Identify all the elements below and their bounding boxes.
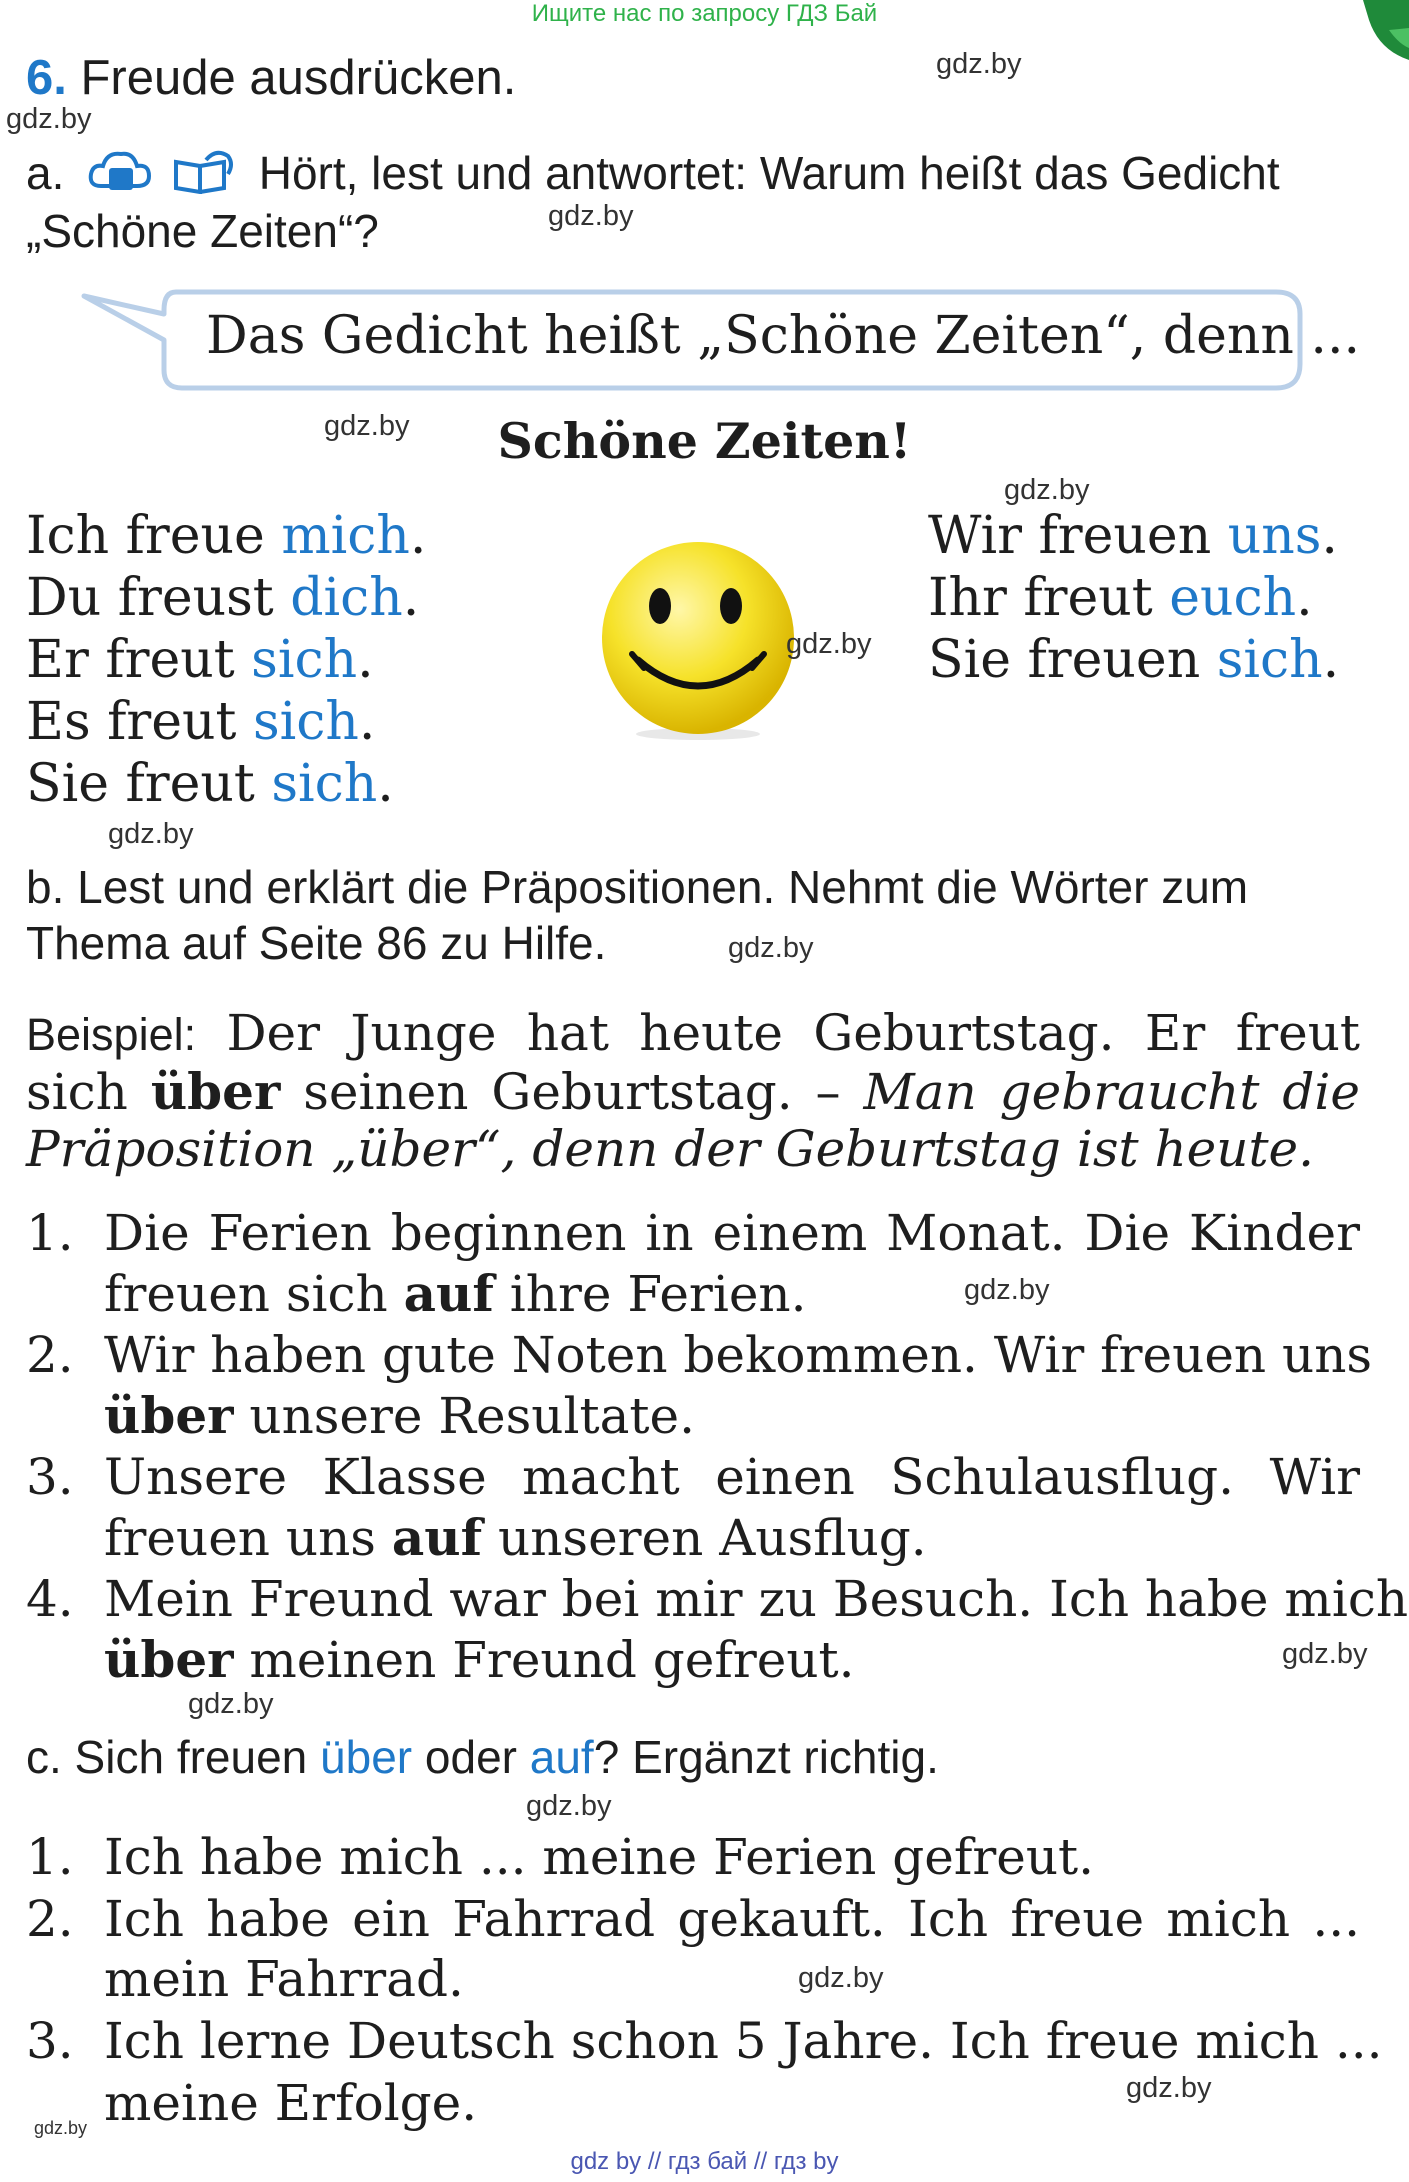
example-line3: Präposition „über“, denn der Geburtstag ist heute. <box>26 1120 1315 1178</box>
poem-line: Wir freuen uns. <box>928 506 1338 566</box>
watermark: gdz.by <box>108 818 194 850</box>
task-c-heading: c. Sich freuen über oder auf? Ergänzt richtig. <box>26 1731 939 1783</box>
top-search-text: Ищите нас по запросу ГДЗ Бай <box>531 0 878 27</box>
example-label: Beispiel: <box>26 1009 197 1060</box>
list-number: 1. <box>26 1204 74 1262</box>
poem-line: Sie freuen sich. <box>928 630 1340 690</box>
smiley-face-icon <box>598 542 798 742</box>
task-a-letter: a. <box>26 147 65 199</box>
watermark: gdz.by <box>526 1790 612 1822</box>
poem-line: Er freut sich. <box>26 630 374 690</box>
reflexive-pronoun: euch <box>1169 568 1297 628</box>
list-item: Ich lerne Deutsch schon 5 Jahre. Ich freue mich ... <box>104 2012 1383 2070</box>
task-a-line1 <box>26 146 1280 205</box>
watermark: gdz.by <box>188 1688 274 1720</box>
poem-line: Du freust dich. <box>26 568 420 628</box>
list-number: 3. <box>26 2012 74 2070</box>
list-item: meine Erfolge. <box>104 2074 478 2132</box>
list-number: 2. <box>26 1326 74 1384</box>
list-number: 2. <box>26 1890 74 1948</box>
list-number: 3. <box>26 1448 74 1506</box>
poem-line: Sie freut sich. <box>26 754 394 814</box>
list-item: Unsere Klasse macht einen Schulausflug. Wir <box>104 1448 1360 1506</box>
watermark: gdz.by <box>324 410 410 442</box>
watermark: gdz.by <box>6 103 92 135</box>
list-item: Ich habe ein Fahrrad gekauft. Ich freue mich ... <box>104 1890 1360 1948</box>
watermark: gdz.by <box>964 1274 1050 1306</box>
list-item: Mein Freund war bei mir zu Besuch. Ich habe mich <box>104 1570 1409 1628</box>
list-item: Die Ferien beginnen in einem Monat. Die Kinder <box>104 1204 1360 1262</box>
task-b-line2: Thema auf Seite 86 zu Hilfe. <box>26 917 607 969</box>
exercise-title: Freude ausdrücken. <box>80 51 517 105</box>
poem-title: Schöne Zeiten! <box>497 412 912 470</box>
reflexive-pronoun: mich <box>281 506 410 566</box>
watermark: gdz.by <box>548 200 634 232</box>
task-a-line2: „Schöne Zeiten“? <box>26 205 379 257</box>
poem-line: Ihr freut euch. <box>928 568 1313 628</box>
watermark: gdz.by <box>936 48 1022 80</box>
list-item: freuen uns auf unseren Ausflug. <box>104 1508 927 1567</box>
footer-text: gdz by // гдз бай // гдз by <box>570 2148 839 2175</box>
bubble-text: Das Gedicht heißt „Schöne Zeiten“, denn ... <box>206 306 1361 366</box>
reflexive-pronoun: sich <box>271 754 378 814</box>
task-b-line1: b. Lest und erklärt die Präpositionen. Nehmt die Wörter zum <box>26 861 1249 913</box>
reflexive-pronoun: sich <box>252 692 359 752</box>
reflexive-pronoun: sich <box>1216 630 1323 690</box>
watermark: gdz.by <box>34 2118 88 2138</box>
reflexive-pronoun: dich <box>290 568 403 628</box>
example-line2: sich über seinen Geburtstag. – Man gebraucht die <box>26 1062 1361 1121</box>
reflexive-pronoun: sich <box>251 630 358 690</box>
list-item: über unsere Resultate. <box>104 1386 695 1445</box>
reflexive-pronoun: uns <box>1227 506 1322 566</box>
exercise-number: 6. <box>26 51 67 105</box>
exercise-heading <box>26 50 516 106</box>
example-line1: Beispiel: Der Junge hat heute Geburtstag. Er freut <box>26 1004 1360 1062</box>
listen-icon <box>87 148 153 205</box>
watermark: gdz.by <box>1282 1638 1368 1670</box>
poem-line: Ich freue mich. <box>26 506 427 566</box>
read-icon <box>170 148 236 205</box>
watermark: gdz.by <box>728 932 814 964</box>
watermark: gdz.by <box>1126 2072 1212 2104</box>
watermark: gdz.by <box>1004 474 1090 506</box>
list-item: mein Fahrrad. <box>104 1950 464 2008</box>
corner-tab-decoration <box>1359 0 1409 60</box>
task-a-question: Hört, lest und antwortet: Warum heißt das Gedicht <box>258 147 1280 199</box>
list-number: 4. <box>26 1570 74 1628</box>
list-item: Ich habe mich ... meine Ferien gefreut. <box>104 1828 1095 1886</box>
list-item: freuen sich auf ihre Ferien. <box>104 1264 807 1323</box>
watermark: gdz.by <box>798 1962 884 1994</box>
watermark: gdz.by <box>786 628 872 660</box>
list-number: 1. <box>26 1828 74 1886</box>
poem-line: Es freut sich. <box>26 692 376 752</box>
list-item: über meinen Freund gefreut. <box>104 1630 855 1689</box>
list-item: Wir haben gute Noten bekommen. Wir freuen uns <box>104 1326 1373 1384</box>
